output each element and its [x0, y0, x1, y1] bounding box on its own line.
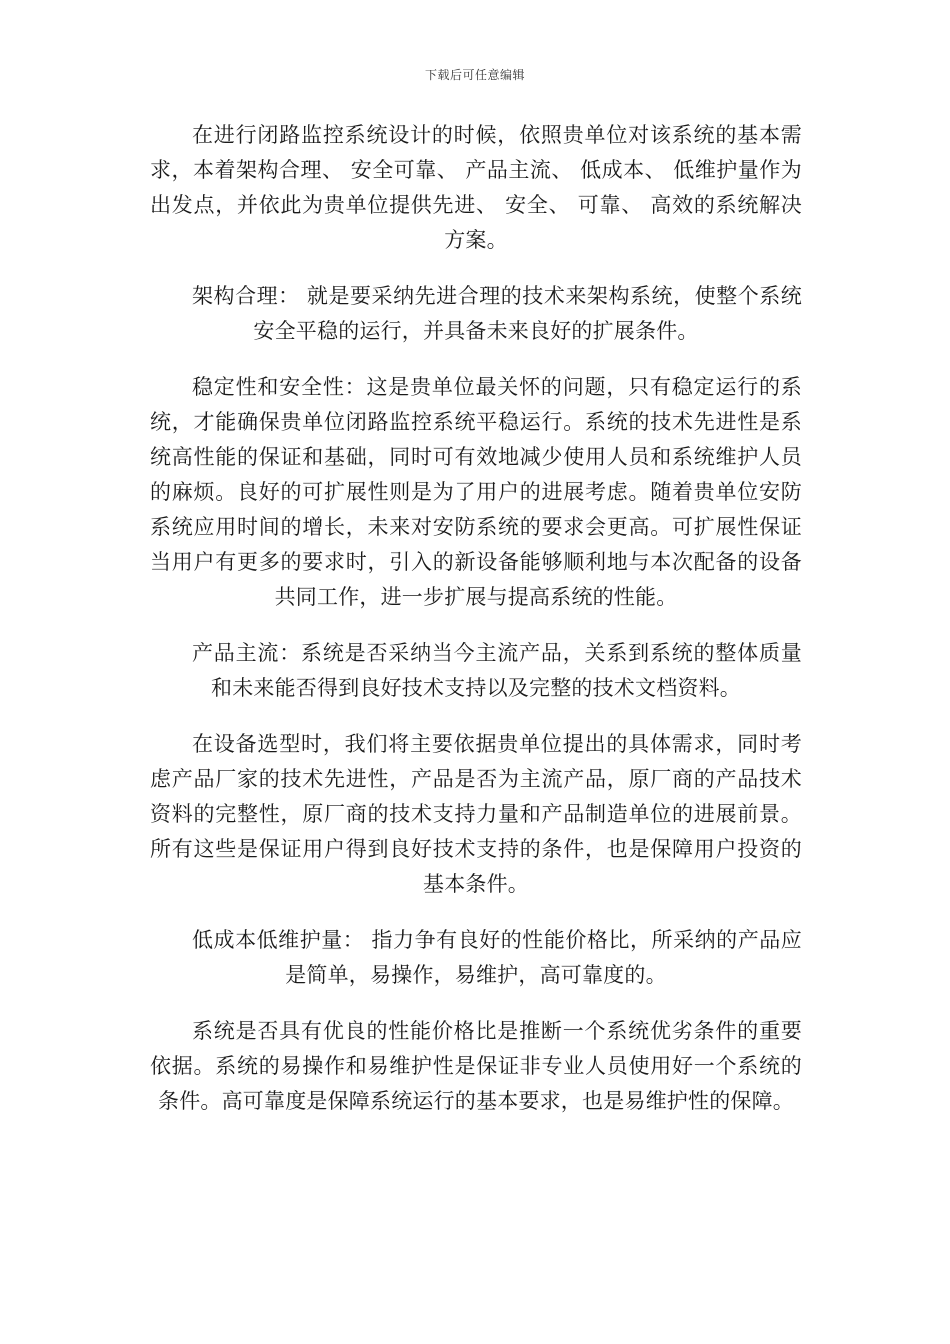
paragraph-equipment-selection: 在设备选型时，我们将主要依据贵单位提出的具体需求，同时考虑产品厂家的技术先进性，产品是否为主流产品，原厂商的产品技术资料的完整性，原厂商的技术支持力量和产品制造单位的进展前景。所有这些是保证用户得到良好技术支持的条件，也是保障用户投资的基本条件。	[150, 732, 802, 896]
document-body	[150, 118, 802, 1140]
paragraph-low-cost: 低成本低维护量： 指力争有良好的性能价格比，所采纳的产品应是简单，易操作，易维护，高可靠度的。	[192, 928, 802, 987]
paragraph-stability-security: 稳定性和安全性：这是贵单位最关怀的问题，只有稳定运行的系统，才能确保贵单位闭路监控系统平稳运行。系统的技术先进性是系统高性能的保证和基础，同时可有效地减少使用人员和系统维护人员的麻烦。良好的可扩展性则是为了用户的进展考虑。随着贵单位安防系统应用时间的增长，未来对安防系统的要求会更高。可扩展性保证当用户有更多的要求时，引入的新设备能够顺利地与本次配备的设备共同工作，进一步扩展与提高系统的性能。	[150, 375, 802, 609]
paragraph-architecture: 架构合理： 就是要采纳先进合理的技术来架构系统，使整个系统安全平稳的运行，并具备未来良好的扩展条件。	[192, 284, 802, 343]
paragraph-mainstream-products: 产品主流：系统是否采纳当今主流产品，关系到系统的整体质量和未来能否得到良好技术支持以及完整的技术文档资料。	[192, 641, 802, 700]
paragraph-intro: 在进行闭路监控系统设计的时候，依照贵单位对该系统的基本需求，本着架构合理、 安全可靠、 产品主流、 低成本、 低维护量作为出发点，并依此为贵单位提供先进、 安全、 可靠、 高效的系统解决方案。	[150, 123, 802, 252]
paragraph-cost-performance: 系统是否具有优良的性能价格比是推断一个系统优劣条件的重要依据。系统的易操作和易维护性是保证非专业人员使用好一个系统的条件。高可靠度是保障系统运行的基本要求，也是易维护性的保障。	[150, 1019, 802, 1113]
page-header-note: 下载后可任意编辑	[424, 68, 525, 82]
